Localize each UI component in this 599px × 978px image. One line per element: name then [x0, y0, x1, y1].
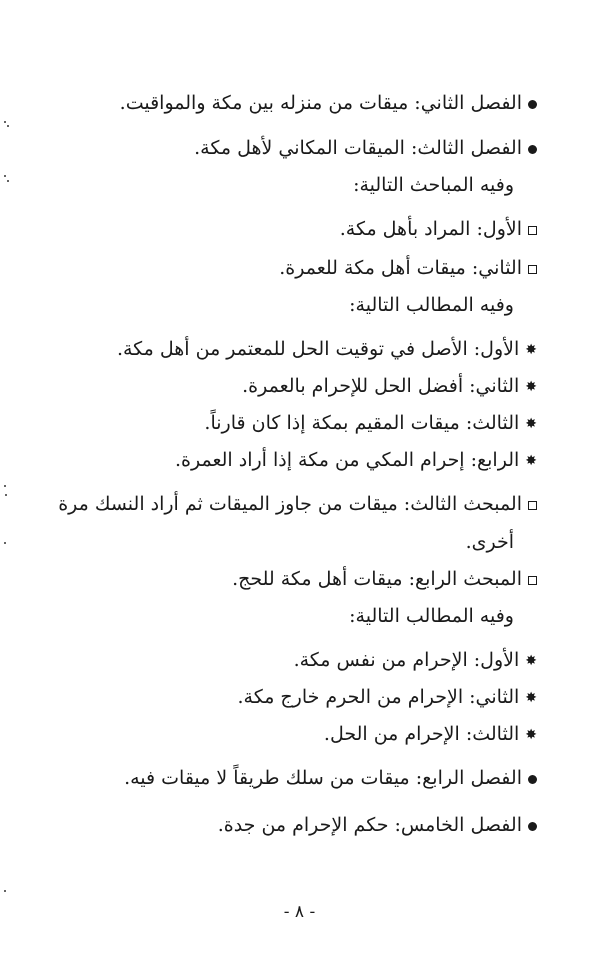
toc-entry [340, 216, 537, 242]
bullet-icon [528, 145, 537, 154]
toc-entry-text: الثاني: أفضل الحل للإحرام بالعمرة. [242, 375, 520, 397]
toc-entry [237, 684, 537, 710]
section-intro-text: وفيه المباحث التالية: [353, 174, 514, 196]
toc-entry-text: الأول: الإحرام من نفس مكة. [293, 649, 520, 671]
toc-entry-text: الفصل الثاني: ميقات من منزله بين مكة والمواقيت. [119, 92, 522, 114]
toc-entry [232, 566, 537, 592]
toc-entry [242, 373, 537, 399]
scan-speck [4, 542, 6, 544]
toc-entry [279, 255, 537, 281]
toc-entry-text: المبحث الثالث: ميقات من جاوز الميقات ثم أراد النسك مرة [58, 493, 522, 515]
toc-entry [124, 765, 537, 791]
star-icon: ✸ [525, 653, 537, 669]
toc-entry-text: الثاني: الإحرام من الحرم خارج مكة. [237, 686, 520, 708]
square-icon [528, 265, 537, 274]
scan-speck [7, 180, 9, 182]
scan-speck [4, 121, 6, 123]
toc-entry-text: المبحث الرابع: ميقات أهل مكة للحج. [232, 568, 522, 590]
toc-entry [294, 647, 537, 673]
toc-entry [218, 812, 537, 838]
bullet-icon [528, 100, 537, 109]
scan-speck [4, 890, 6, 892]
square-icon [528, 501, 537, 510]
star-icon: ✸ [525, 416, 537, 432]
section-intro-text: وفيه المطالب التالية: [349, 605, 514, 627]
toc-entry-continuation [466, 529, 514, 555]
toc-entry-text: الأول: الأصل في توقيت الحل للمعتمر من أهل مكة. [116, 338, 520, 360]
star-icon: ✸ [525, 727, 537, 743]
toc-entry [194, 135, 537, 161]
bullet-icon [528, 822, 537, 831]
square-icon [528, 226, 537, 235]
page-number: - ٨ - [283, 902, 316, 922]
scan-speck [5, 494, 7, 496]
bullet-icon [528, 775, 537, 784]
toc-entry [175, 447, 537, 473]
toc-entry-text: الرابع: إحرام المكي من مكة إذا أراد العمرة. [175, 449, 520, 471]
toc-entry-text: الفصل الرابع: ميقات من سلك طريقاً لا ميقات فيه. [124, 767, 522, 789]
section-intro-text: وفيه المطالب التالية: [349, 294, 514, 316]
toc-entry [204, 410, 537, 436]
section-intro [349, 603, 514, 629]
scan-speck [7, 125, 9, 127]
toc-entry [58, 491, 537, 517]
toc-entry [120, 90, 537, 116]
star-icon: ✸ [525, 342, 537, 358]
toc-entry-text: الثاني: ميقات أهل مكة للعمرة. [279, 257, 522, 279]
toc-entry-text: أخرى. [465, 531, 514, 553]
star-icon: ✸ [525, 690, 537, 706]
toc-entry-text: الأول: المراد بأهل مكة. [339, 218, 522, 240]
section-intro [353, 172, 514, 198]
scan-speck [4, 485, 6, 487]
toc-entry-text: الفصل الخامس: حكم الإحرام من جدة. [217, 814, 522, 836]
section-intro [349, 292, 514, 318]
star-icon: ✸ [525, 453, 537, 469]
square-icon [528, 576, 537, 585]
toc-entry-text: الثالث: ميقات المقيم بمكة إذا كان قارناً. [204, 412, 520, 434]
toc-entry [117, 336, 537, 362]
toc-entry-text: الثالث: الإحرام من الحل. [323, 723, 520, 745]
toc-entry [324, 721, 537, 747]
scan-speck [4, 175, 6, 177]
star-icon: ✸ [525, 379, 537, 395]
toc-entry-text: الفصل الثالث: الميقات المكاني لأهل مكة. [194, 137, 522, 159]
